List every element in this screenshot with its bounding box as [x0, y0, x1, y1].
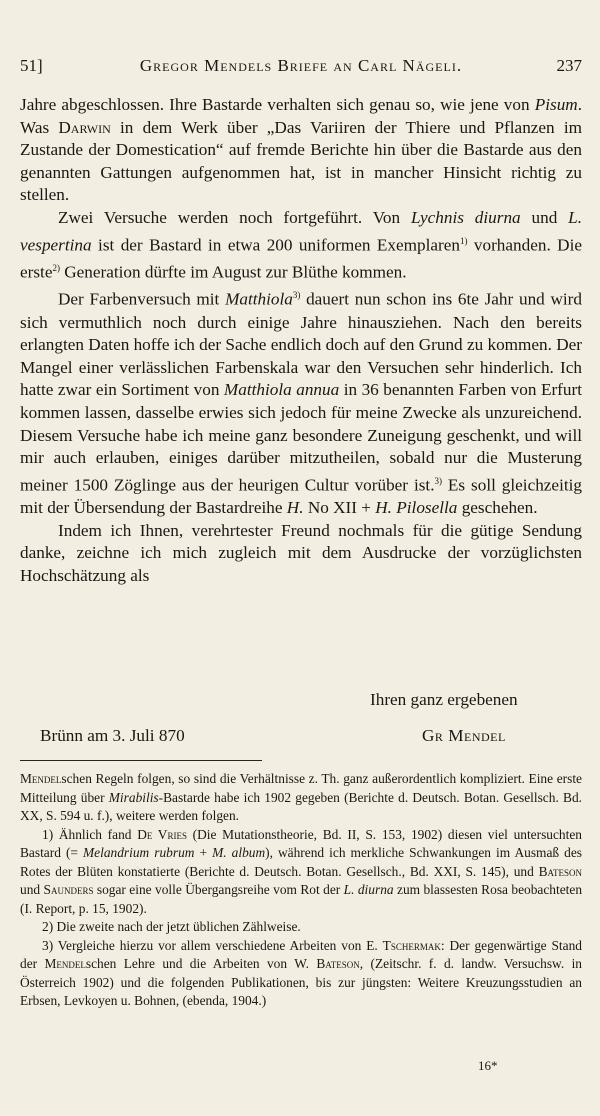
text-run: . Was	[20, 95, 582, 137]
place-date: Brünn am 3. Juli 870	[40, 726, 185, 745]
italic-term: Mirabilis	[108, 789, 159, 805]
running-title: Gregor Mendels Briefe an Carl Nägeli.	[139, 56, 463, 75]
text-run: und	[520, 207, 569, 227]
footnotes	[20, 770, 582, 1011]
text-run: ist der Bastard in etwa 200 uniformen Exemplaren	[91, 235, 460, 255]
text-run: Jahre abgeschlossen. Ihre Bastarde verhalten sich genau so, wie jene von	[20, 95, 535, 114]
text-run: Generation dürfte im August zur Blüthe kommen.	[59, 262, 407, 282]
footnote-ref: 1)	[459, 235, 468, 246]
footnote-ref: 3)	[292, 290, 301, 301]
small-caps-name: De Vries	[137, 826, 187, 842]
small-caps-name: Tschermak	[382, 937, 441, 953]
italic-term: Matthiola	[225, 289, 293, 309]
printer-signature-mark: 16*	[478, 1058, 498, 1073]
footnote	[20, 937, 582, 1011]
text-run: Es soll gleichzeitig mit der Übersendung der Bastardreihe	[20, 475, 582, 518]
italic-term: Lychnis diurna	[410, 207, 521, 227]
text-run: Indem ich Ihnen, verehrtester Freund nochmals für die gütige Sendung danke, zeichne ich mich zugleich mit dem Ausdrucke der vorzüglichsten Hochschätzung als	[20, 520, 582, 585]
section-number: 51]	[20, 56, 43, 75]
italic-term: L. diurna	[343, 882, 394, 897]
text-run: sogar eine volle Übergangsreihe vom Rot der	[93, 882, 344, 897]
text-run: -Bastarde habe ich 1902 gegeben (Berichte d. Deutsch. Botan. Gesellsch. Bd. XX, S. 594 u. f.), weitere werden folgen.	[20, 789, 582, 823]
text-run: schen Lehre und die Arbeiten von W.	[85, 956, 317, 971]
text-run: : Der gegenwärtige Stand der	[20, 937, 582, 971]
page-number: 237	[556, 56, 582, 75]
footnote-ref: 3)	[434, 475, 442, 486]
small-caps-name: Darwin	[58, 117, 111, 137]
text-run: schen Regeln folgen, so sind die Verhältnisse z. Th. ganz außerordentlich kompliziert. Eine erste Mitteilung über	[20, 771, 582, 805]
small-caps-name: Mendel	[44, 956, 86, 971]
closing-salutation: Ihren ganz ergebenen	[370, 690, 518, 709]
running-header	[20, 56, 582, 80]
text-run: und	[20, 882, 44, 897]
paragraph	[20, 207, 582, 284]
text-run: Zwei Versuche werden noch fortgeführt. Von	[58, 207, 411, 227]
italic-term: H.	[286, 498, 304, 518]
text-run: 1) Ähnlich fand	[42, 826, 138, 842]
text-run: ), während ich merkliche Schwankungen im Ausmaß des Rotes der Blüten konstatierte (Berichte d. Deutsch. Botan. Gesellsch., Bd. XXI, S. 145), und	[20, 845, 582, 879]
italic-term: Pisum	[534, 95, 578, 114]
paragraph	[20, 284, 582, 519]
text-run: geschehen.	[457, 498, 538, 518]
footnote	[20, 770, 582, 826]
italic-term: L. vespertina	[20, 207, 583, 255]
small-caps-name: Bateson	[538, 863, 582, 879]
paragraph	[20, 520, 582, 588]
footnote	[20, 918, 582, 937]
text-run: 2) Die zweite nach der jetzt üblichen Zählweise.	[42, 919, 301, 934]
italic-term: H. Pilosella	[375, 498, 458, 518]
paragraph	[20, 94, 582, 207]
text-run: dauert nun schon ins 6te Jahr und wird sich vermuthlich noch durch einige Jahre hinausziehen. Nach den bereits erlangten Daten hoffe ich der Sache endlich doch auf den Grund zu kommen. Der Mangel einer verlässlichen Farbenskala war den Versuchen sehr hinderlich. Ich hatte zwar ein Sortiment von	[20, 289, 582, 400]
text-run: , (Zeitschr. f. d. landw. Versuchsw. in Österreich 1902) und die folgenden Publikationen, bis zur jüngsten: Weitere Kreuzungsstudien an Erbsen, Levkoyen u. Bohnen, (ebenda, 1904.)	[20, 956, 582, 1008]
italic-term: Matthiola annua	[223, 380, 340, 400]
small-caps-name: Saunders	[43, 882, 94, 897]
letter-body	[20, 94, 582, 587]
text-run: zum blassesten Rosa beobachteten (I. Report, p. 15, 1902).	[20, 882, 583, 916]
footnote-rule	[20, 760, 262, 761]
text-run: No XII +	[303, 498, 376, 518]
text-run: (Die Mutationstheorie, Bd. II, S. 153, 1902) diesen viel untersuchten Bastard (=	[20, 826, 582, 860]
small-caps-name: Bateson	[316, 956, 360, 971]
text-run: 3) Vergleiche hierzu vor allem verschiedene Arbeiten von E.	[42, 937, 383, 953]
small-caps-name: Mendel	[20, 771, 62, 786]
footnote-ref: 2)	[52, 262, 60, 273]
text-run: Der Farbenversuch mit	[58, 289, 226, 309]
footnote	[20, 826, 582, 919]
text-run: in dem Werk über „Das Variiren der Thiere und Pflanzen im Zustande der Domestication“ auf fremde Berichte hin über die Bastarde aus den genannten Gattungen aufgenommen hat, ist in mancher Hinsicht richtig zu stellen.	[20, 117, 582, 205]
text-run: +	[194, 845, 213, 860]
italic-term: Melandrium rubrum	[83, 845, 195, 860]
text-run: in 36 benannten Farben von Erfurt kommen lassen, dasselbe erwies sich jedoch für meine Zwecke als unzureichend. Diesem Versuche habe ich meine ganz besondere Zuneigung geschenkt, und will mir auch erlauben, einiges darüber mitzutheilen, sobald nur die Musterung meiner 1500 Zöglinge aus der heurigen Cultur vorüber ist.	[20, 380, 582, 495]
italic-term: M. album	[212, 845, 266, 860]
text-run: vorhanden. Die erste	[20, 235, 582, 282]
signature: Gr Mendel	[422, 726, 506, 745]
